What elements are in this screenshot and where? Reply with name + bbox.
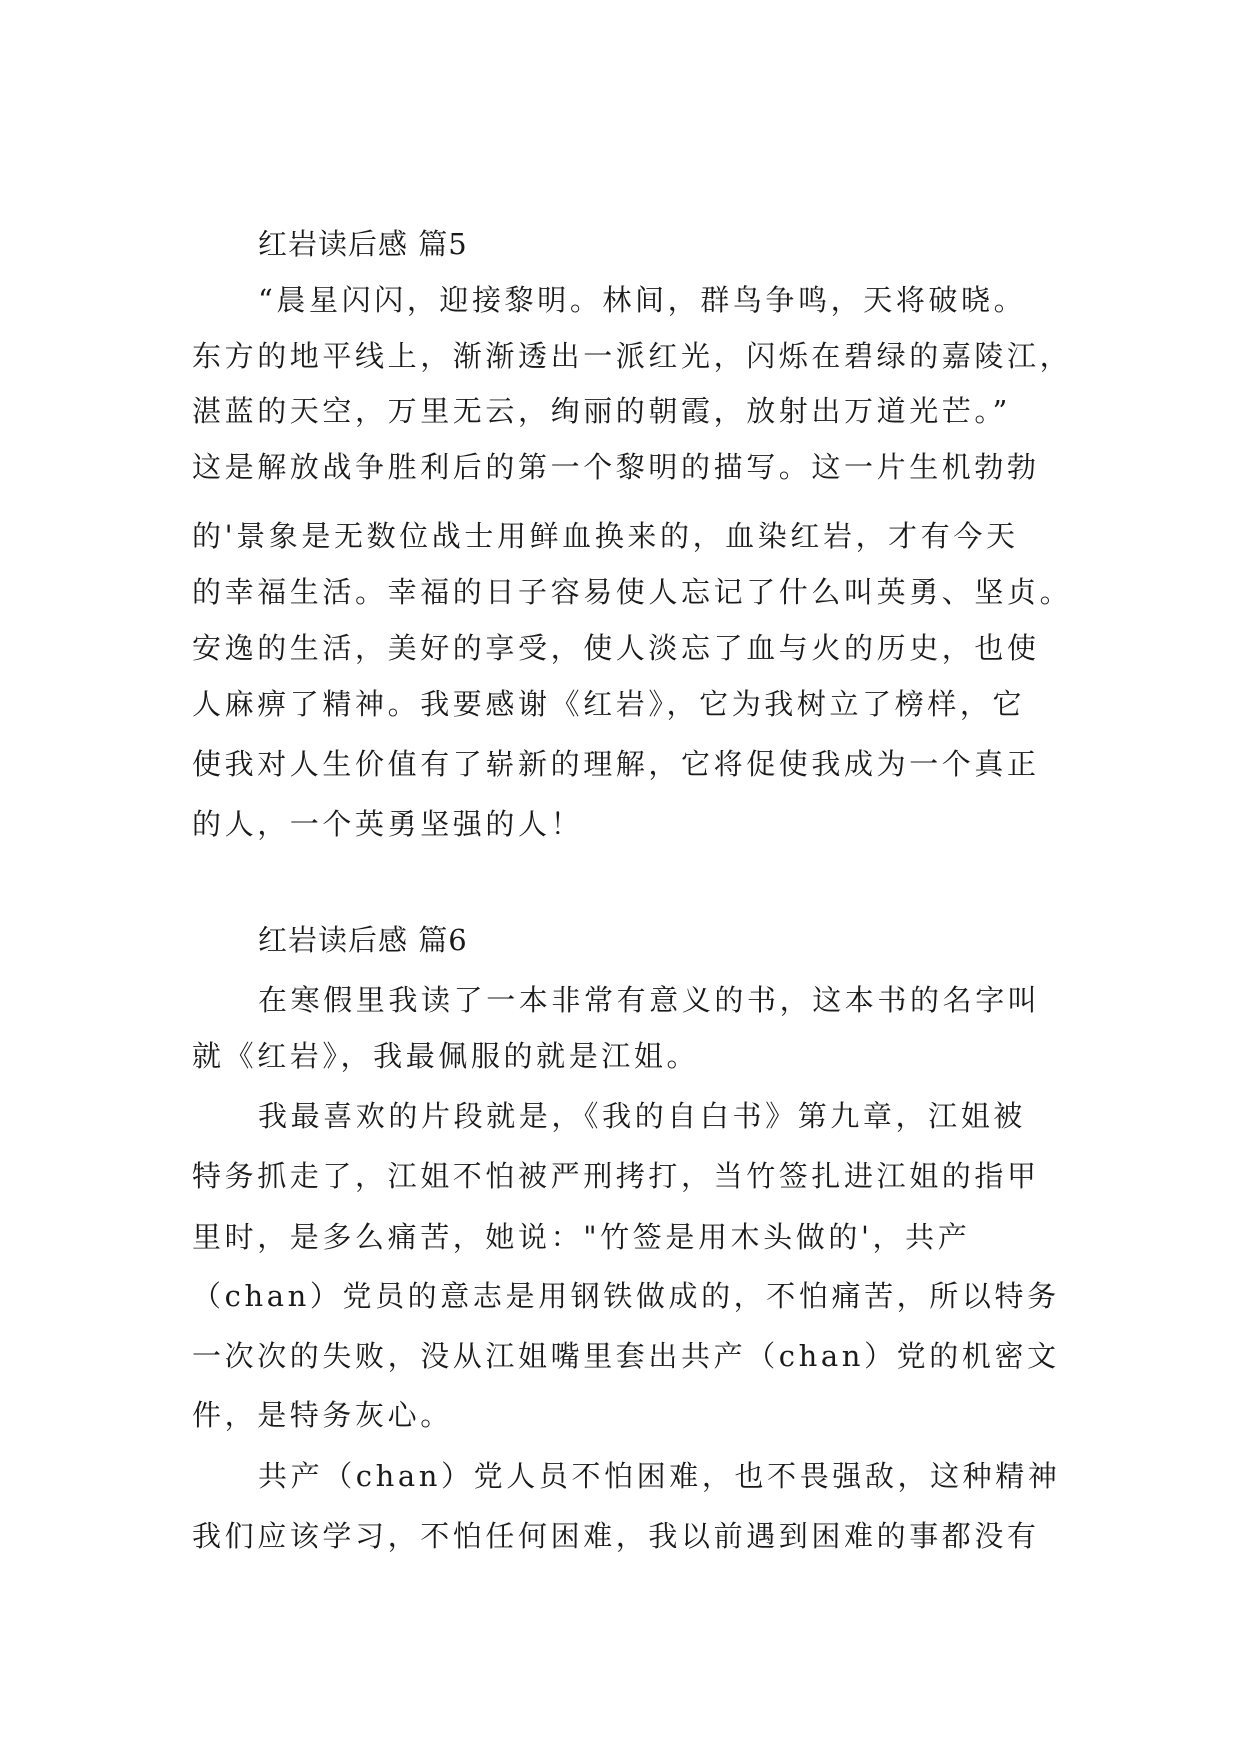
paragraph-line: 我最喜欢的片段就是，《我的自白书》第九章，江姐被 xyxy=(258,1099,1026,1133)
paragraph-line: 湛蓝的天空，万里无云，绚丽的朝霞，放射出万道光芒。” xyxy=(192,394,1011,428)
paragraph-line: 的'景象是无数位战士用鲜血换来的，血染红岩，才有今天 xyxy=(192,519,1019,553)
paragraph-line: 使我对人生价值有了崭新的理解，它将促使我成为一个真正 xyxy=(192,747,1040,781)
paragraph-line: 一次次的失败，没从江姐嘴里套出共产（chan）党的机密文 xyxy=(192,1339,1060,1373)
section-heading: 红岩读后感 篇6 xyxy=(258,923,468,957)
paragraph-line: 共产（chan）党人员不怕困难，也不畏强敌，这种精神 xyxy=(258,1459,1061,1493)
paragraph-line: 的幸福生活。幸福的日子容易使人忘记了什么叫英勇、坚贞。 xyxy=(192,575,1073,609)
paragraph-line: 件，是特务灰心。 xyxy=(192,1398,453,1432)
paragraph-line: 里时，是多么痛苦，她说："竹签是用木头做的'，共产 xyxy=(192,1220,971,1254)
paragraph-line: 人麻痹了精神。我要感谢《红岩》，它为我树立了榜样，它 xyxy=(192,687,1026,721)
paragraph-line: “晨星闪闪，迎接黎明。林间，群鸟争鸣，天将破晓。 xyxy=(258,283,1027,317)
paragraph-line: 特务抓走了，江姐不怕被严刑拷打，当竹签扎进江姐的指甲 xyxy=(192,1159,1040,1193)
paragraph-line: （chan）党员的意志是用钢铁做成的，不怕痛苦，所以特务 xyxy=(192,1279,1060,1313)
paragraph-line: 安逸的生活，美好的享受，使人淡忘了血与火的历史，也使 xyxy=(192,631,1040,665)
paragraph-line: 这是解放战争胜利后的第一个黎明的描写。这一片生机勃勃 xyxy=(192,450,1040,484)
paragraph-line: 的人，一个英勇坚强的人！ xyxy=(192,807,584,841)
paragraph-line: 我们应该学习，不怕任何困难，我以前遇到困难的事都没有 xyxy=(192,1519,1040,1553)
paragraph-line: 东方的地平线上，渐渐透出一派红光，闪烁在碧绿的嘉陵江， xyxy=(192,339,1073,373)
paragraph-line: 在寒假里我读了一本非常有意义的书，这本书的名字叫 xyxy=(258,983,1041,1017)
section-heading: 红岩读后感 篇5 xyxy=(258,227,468,261)
paragraph-line: 就《红岩》，我最佩服的就是江姐。 xyxy=(192,1039,700,1073)
